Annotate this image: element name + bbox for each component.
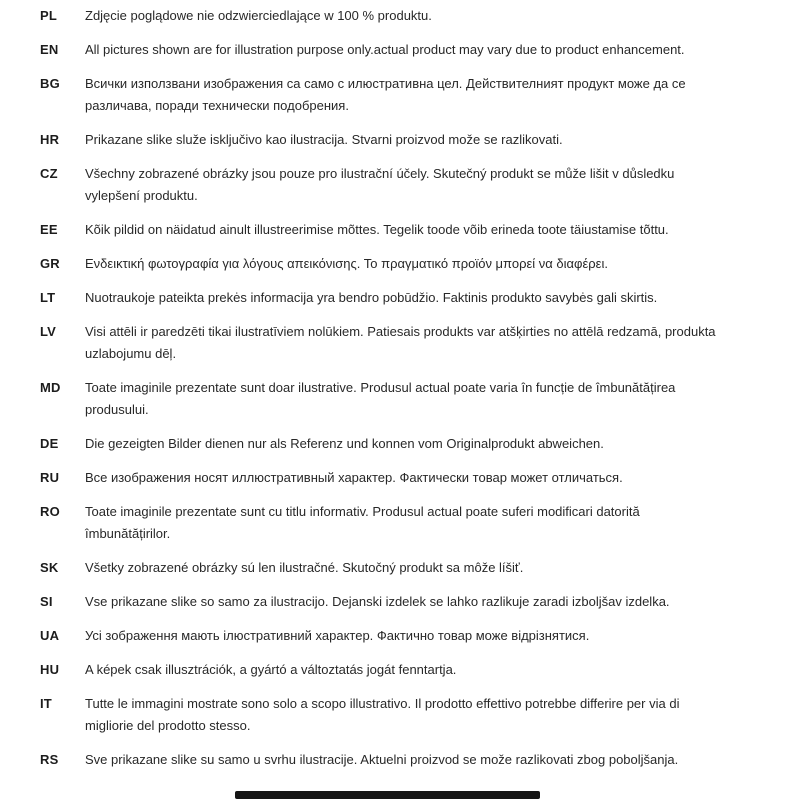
disclaimer-text: Všechny zobrazené obrázky jsou pouze pro ilustrační účely. Skutečný produkt se může lišit v důsledku vylepšení produktu. — [85, 166, 675, 203]
disclaimer-text: Kõik pildid on näidatud ainult illustreerimise mõttes. Tegelik toode võib erineda toote täiustamise tõttu. — [85, 222, 669, 237]
language-code: SI — [40, 594, 53, 609]
disclaimer-row — [40, 287, 730, 309]
disclaimer-text: Die gezeigten Bilder dienen nur als Referenz und konnen vom Originalprodukt abweichen. — [85, 436, 604, 451]
disclaimer-row — [40, 73, 730, 117]
disclaimer-text: Усі зображення мають ілюстративний характер. Фактично товар може відрізнятися. — [85, 628, 590, 643]
language-code: DE — [40, 436, 59, 451]
disclaimer-text: Tutte le immagini mostrate sono solo a scopo illustrativo. Il prodotto effettivo potrebbe differire per via di migliorie del prodotto stesso. — [85, 696, 680, 733]
disclaimer-text: Všetky zobrazené obrázky sú len ilustračné. Skutočný produkt sa môže líšiť. — [85, 560, 524, 575]
disclaimer-row — [40, 433, 730, 455]
disclaimer-text: All pictures shown are for illustration purpose only.actual product may vary due to product enhancement. — [85, 42, 685, 57]
language-code: PL — [40, 8, 58, 23]
language-code: LV — [40, 324, 57, 339]
disclaimer-text: Все изображения носят иллюстративный характер. Фактически товар может отличаться. — [85, 470, 623, 485]
language-code: BG — [40, 76, 60, 91]
disclaimer-row — [40, 467, 730, 489]
language-code: EE — [40, 222, 58, 237]
language-code: IT — [40, 696, 52, 711]
disclaimer-row — [40, 659, 730, 681]
language-code: RS — [40, 752, 59, 767]
disclaimer-text: A képek csak illusztrációk, a gyártó a változtatás jogát fenntartja. — [85, 662, 457, 677]
disclaimer-row — [40, 39, 730, 61]
disclaimer-text: Visi attēli ir paredzēti tikai ilustratīviem nolūkiem. Patiesais produkts var atšķirties no attēlā redzamā, produkta uzlabojumu dēļ. — [85, 324, 716, 361]
disclaimer-row — [40, 5, 730, 27]
disclaimer-row — [40, 321, 730, 365]
disclaimer-text: Nuotraukoje pateikta prekės informacija yra bendro pobūdžio. Faktinis produkto savybės gali skirtis. — [85, 290, 658, 305]
language-code: SK — [40, 560, 59, 575]
language-code: MD — [40, 380, 61, 395]
disclaimer-row — [40, 749, 730, 771]
language-code: RU — [40, 470, 60, 485]
disclaimer-text: Vse prikazane slike so samo za ilustracijo. Dejanski izdelek se lahko razlikuje zaradi izboljšav izdelka. — [85, 594, 670, 609]
language-code: LT — [40, 290, 56, 305]
disclaimer-row — [40, 253, 730, 275]
disclaimer-row — [40, 377, 730, 421]
disclaimer-text: Всички използвани изображения са само с илюстративна цел. Действителният продукт може да се различава, поради технически подобрения. — [85, 76, 686, 113]
disclaimer-text: Ενδεικτική φωτογραφία για λόγους απεικόνισης. Το πραγματικό προϊόν μπορεί να διαφέρει. — [85, 256, 608, 271]
disclaimer-row — [40, 163, 730, 207]
bottom-bar — [235, 791, 540, 799]
disclaimer-text: Prikazane slike služe isključivo kao ilustracija. Stvarni proizvod može se razlikovati. — [85, 132, 563, 147]
disclaimer-row — [40, 693, 730, 737]
language-code: UA — [40, 628, 60, 643]
disclaimer-row — [40, 129, 730, 151]
disclaimer-row — [40, 219, 730, 241]
language-code: HU — [40, 662, 60, 677]
disclaimer-row — [40, 557, 730, 579]
language-code: EN — [40, 42, 59, 57]
language-code: HR — [40, 132, 60, 147]
language-code: RO — [40, 504, 60, 519]
disclaimer-text: Zdjęcie poglądowe nie odzwierciedlające w 100 % produktu. — [85, 8, 432, 23]
disclaimer-row — [40, 501, 730, 545]
language-code: GR — [40, 256, 60, 271]
disclaimer-row — [40, 591, 730, 613]
disclaimer-list — [40, 5, 730, 771]
disclaimer-text: Toate imaginile prezentate sunt cu titlu informativ. Produsul actual poate suferi modificari datorită îmbunătățirilor. — [85, 504, 640, 541]
disclaimer-text: Toate imaginile prezentate sunt doar ilustrative. Produsul actual poate varia în funcție de îmbunătățirea produsului. — [85, 380, 676, 417]
disclaimer-text: Sve prikazane slike su samo u svrhu ilustracije. Aktuelni proizvod se može razlikovati zbog poboljšanja. — [85, 752, 679, 767]
language-code: CZ — [40, 166, 58, 181]
disclaimer-row — [40, 625, 730, 647]
